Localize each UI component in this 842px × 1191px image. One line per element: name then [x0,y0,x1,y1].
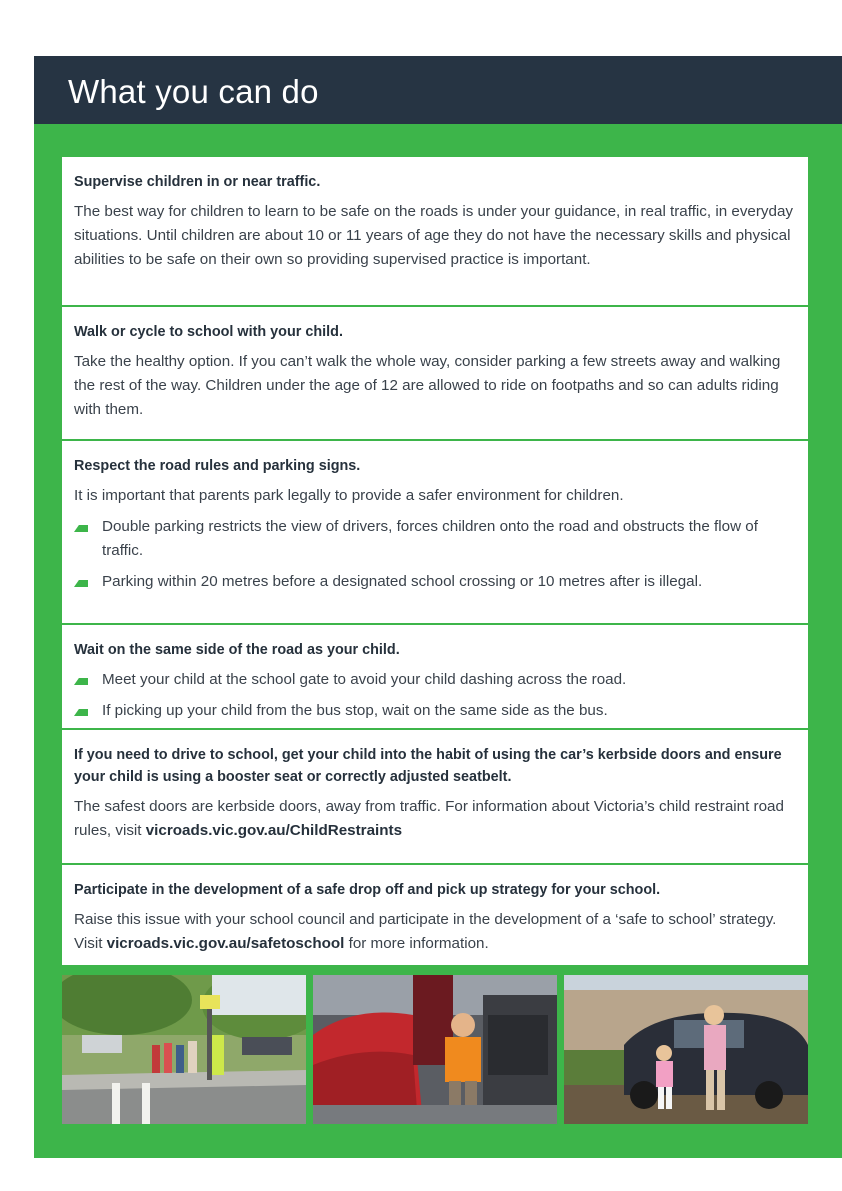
tip-body-text: Raise this issue with your school council and participate in the development of a ‘safe to school’ strategy. Visit [74,911,777,952]
tip-heading: Respect the road rules and parking signs. [74,458,361,474]
list-item-text: Double parking restricts the view of drivers, forces children onto the road and obstructs the flow of traffic. [102,518,758,559]
photo-strip [62,975,808,1124]
page-header [34,56,842,124]
bullet-icon [74,525,88,532]
tips-list [62,157,808,965]
photo-child-at-car [313,975,557,1124]
child-restraints-link[interactable]: vicroads.vic.gov.au/ChildRestraints [145,822,403,839]
tip-drop-off-strategy [62,865,808,965]
safe-to-school-link[interactable]: vicroads.vic.gov.au/safetoschool [106,935,345,952]
tip-walk-cycle [62,307,808,439]
tip-body-text-end: for more information. [344,935,489,952]
tip-body: Take the healthy option. If you can’t walk the whole way, consider parking a few streets away and walking the rest of the way. Children under the age of 12 are allowed to ride on footpaths and so can adults riding with them. [74,353,781,418]
tip-bullet-list [74,668,796,723]
tip-supervise [62,157,808,305]
tip-body [74,908,796,956]
list-item [74,668,796,692]
tip-body: The best way for children to learn to be safe on the roads is under your guidance, in real traffic, in everyday situations. Until children are about 10 or 11 years of age they do not have the necessary skills and physical abilities to be safe on their own so providing supervised practice is important. [74,203,793,268]
tip-body [74,795,796,843]
photo-parent-and-child [564,975,808,1124]
tip-body: It is important that parents park legally to provide a safer environment for children. [74,487,624,504]
tip-same-side [62,625,808,728]
photo-school-crossing [62,975,306,1124]
bullet-icon [74,580,88,587]
list-item [74,515,796,563]
bullet-icon [74,678,88,685]
bullet-icon [74,709,88,716]
tip-bullet-list [74,515,796,594]
tip-body-text: The safest doors are kerbside doors, away from traffic. For information about Victoria’s child restraint road rules, visit [74,798,784,839]
list-item-text: If picking up your child from the bus stop, wait on the same side as the bus. [102,702,608,719]
tip-heading: Participate in the development of a safe drop off and pick up strategy for your school. [74,882,661,898]
list-item [74,570,796,594]
list-item [74,699,796,723]
tip-heading: Walk or cycle to school with your child. [74,324,343,340]
tip-heading: Wait on the same side of the road as your child. [74,642,400,658]
page-title: What you can do [68,73,319,110]
tip-heading: Supervise children in or near traffic. [74,174,321,190]
tip-heading: If you need to drive to school, get your child into the habit of using the car’s kerbside doors and ensure your child is using a booster seat or correctly adjusted seatbelt. [74,747,782,785]
tip-road-rules [62,441,808,623]
list-item-text: Parking within 20 metres before a designated school crossing or 10 metres after is illegal. [102,573,703,590]
list-item-text: Meet your child at the school gate to avoid your child dashing across the road. [102,671,627,688]
tip-kerbside-doors [62,730,808,863]
